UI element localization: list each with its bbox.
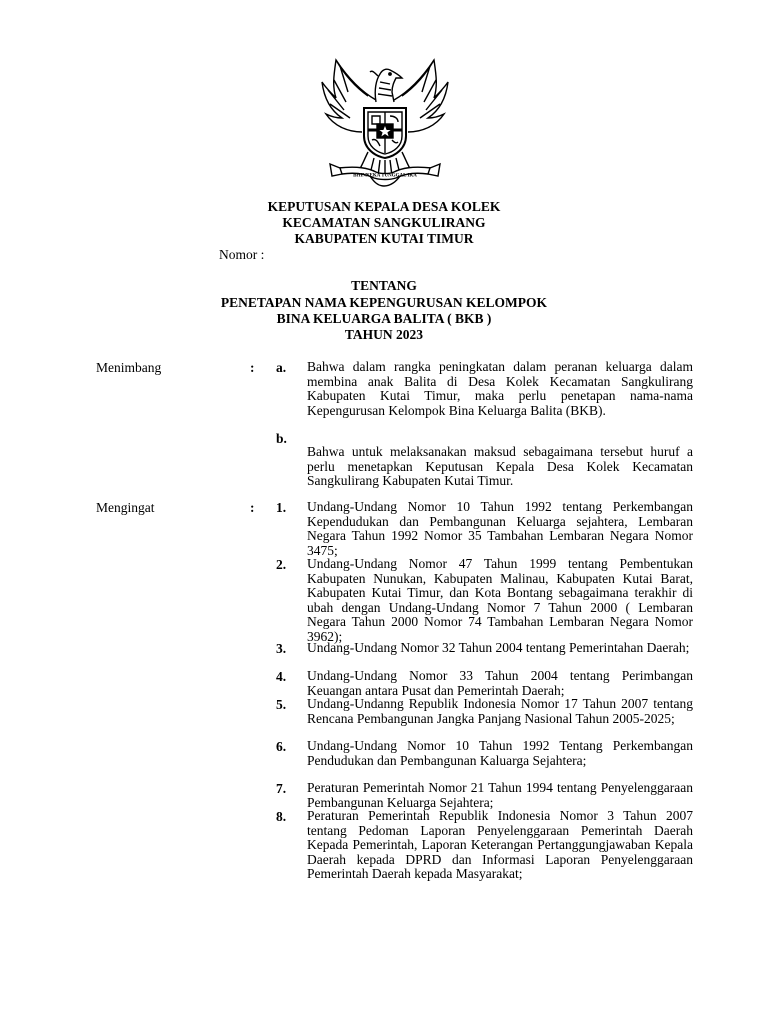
mengingat-item-5: Undang-Undanng Republik Indonesia Nomor 17 Tahun 2007 tentang Rencana Pembangunan Jangka Panjang Nasional Tahun 2005-2025; [307, 696, 693, 726]
menimbang-colon: : [250, 360, 255, 375]
mengingat-marker-3: 3. [276, 641, 287, 656]
mengingat-item-3: Undang-Undang Nomor 32 Tahun 2004 tentang Pemerintahan Daerah; [307, 640, 690, 655]
mengingat-colon: : [250, 500, 255, 515]
menimbang-item-a: Bahwa dalam rangka peningkatan dalam peranan keluarga dalam membina anak Balita di Desa Kolek Kecamatan Sangkulirang Kabupaten Kutai Timur, maka perlu penetapan nama-nama Kepengurusan Kelompok Bina Keluarga Balita (BKB). [307, 359, 693, 418]
title-line-3: KABUPATEN KUTAI TIMUR [294, 231, 474, 246]
title-line-1: KEPUTUSAN KEPALA DESA KOLEK [267, 199, 501, 214]
subject-line-3: TAHUN 2023 [344, 327, 424, 342]
menimbang-item-b: Bahwa untuk melaksanakan maksud sebagaimana tersebut huruf a perlu menetapkan Keputusan Kepala Desa Kolek Kecamatan Sangkulirang Kabupaten Kutai Timur. [307, 444, 693, 489]
menimbang-marker-b: b. [276, 431, 287, 446]
tentang-heading: TENTANG [351, 278, 417, 293]
emblem-motto: BHINNEKA TUNGGAL IKA [353, 173, 417, 179]
mengingat-item-4: Undang-Undang Nomor 33 Tahun 2004 tentang Perimbangan Keuangan antara Pusat dan Pemerintah Daerah; [307, 668, 693, 698]
mengingat-item-6: Undang-Undang Nomor 10 Tahun 1992 Tentang Perkembangan Pendudukan dan Pembangunan Kaluarga Sejahtera; [307, 738, 693, 768]
mengingat-marker-5: 5. [276, 697, 287, 712]
garuda-emblem-icon [318, 52, 452, 190]
mengingat-marker-6: 6. [276, 739, 287, 754]
title-line-2: KECAMATAN SANGKULIRANG [282, 215, 486, 230]
mengingat-item-2: Undang-Undang Nomor 47 Tahun 1999 tentang Pembentukan Kabupaten Nunukan, Kabupaten Malinau, Kabupaten Kutai Barat, Kabupaten Kutai Timur, dan Kota Bontang sebagaimana terakhir di ubah dengan Undang-Undang Nomor 7 Tahun 2000 ( Lembaran Negara Tahun 2000 Nomor 74 Tambahan Lembaran Negara Nomor 3962); [307, 556, 693, 644]
mengingat-marker-2: 2. [276, 557, 287, 572]
mengingat-item-8: Peraturan Pemerintah Republik Indonesia Nomor 3 Tahun 2007 tentang Pedoman Laporan Penyelenggaraan Pemerintah Daerah Kepada Pemerintah, Laporan Keterangan Pertanggungjawaban Kepala Daerah kepada DPRD dan Informasi Laporan Penyelenggaraan Pemerintah Daerah kepada Masyarakat; [307, 808, 693, 882]
menimbang-marker-a: a. [276, 360, 287, 375]
menimbang-label: Menimbang [96, 360, 162, 375]
mengingat-label: Mengingat [96, 500, 155, 515]
mengingat-marker-4: 4. [276, 669, 287, 684]
mengingat-marker-8: 8. [276, 809, 287, 824]
mengingat-marker-7: 7. [276, 781, 287, 796]
mengingat-marker-1: 1. [276, 500, 287, 515]
mengingat-item-7: Peraturan Pemerintah Nomor 21 Tahun 1994 tentang Penyelenggaraan Pembangunan Keluarga Sejahtera; [307, 780, 693, 810]
nomor-label: Nomor : [219, 247, 265, 262]
mengingat-item-1: Undang-Undang Nomor 10 Tahun 1992 tentang Perkembangan Kependudukan dan Pembangunan Keluarga sejahtera, Lembaran Negara Tahun 1992 Nomor 35 Tambahan Lembaran Negara Nomor 3475; [307, 499, 693, 558]
subject-line-2: BINA KELUARGA BALITA ( BKB ) [276, 311, 492, 326]
subject-line-1: PENETAPAN NAMA KEPENGURUSAN KELOMPOK [220, 295, 548, 310]
